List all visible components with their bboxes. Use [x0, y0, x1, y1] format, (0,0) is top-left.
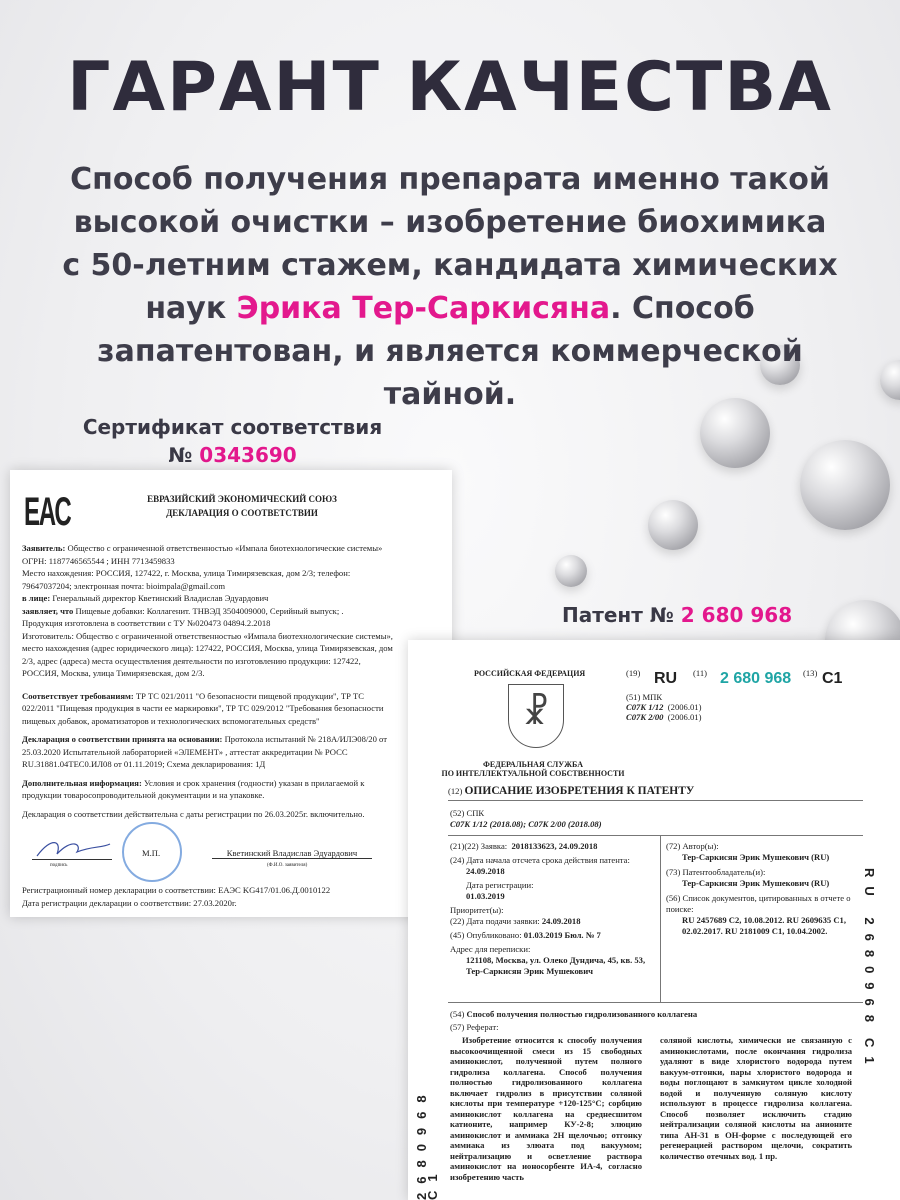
molecule-sphere [648, 500, 698, 550]
side-number-left: 2680968 C1 [414, 1086, 440, 1200]
coat-of-arms-icon: ☧ [508, 684, 564, 748]
eac-logo: ЕАС [24, 490, 71, 534]
molecule-sphere [800, 440, 890, 530]
molecule-sphere [555, 555, 587, 587]
inventor-name: Эрика Тер-Саркисяна [236, 291, 611, 326]
certificate-number: 0343690 [199, 443, 297, 467]
intro-text: Способ получения препарата именно такой высокой очистки – изобретение биохимика с 50-летним стажем, кандидата химических наук Эрика Тер-Саркисяна. Способ запатентован, и является коммерческой тайной. [62, 162, 838, 412]
patent-label: Патент № 2 680 968 [562, 603, 793, 627]
patent-number: 2 680 968 [720, 670, 792, 687]
declaration-document: ЕАС ЕВРАЗИЙСКИЙ ЭКОНОМИЧЕСКИЙ СОЮЗ ДЕКЛАРАЦИЯ О СООТВЕТСТВИИ Заявитель: Общество с ограниченной ответственностью «Импала биотехнологические системы» ОГРН: 1187746565544 ; ИНН 7713459833 Место нахождения: РОССИЯ, 127422, г. Москва, улица Тимирязевская, дом 2/3; телефон: 79647037204; электронная почта: bioimpala@gmail.com в лице: Генеральный директор Кветинский Владислав Эдуардович заявляет, что Пищевые добавки: Коллагенит. ТНВЭД 3504009000, Серийный выпуск; . Продукция изготовлена в соответствии с ТУ №020473 04894.2.2018 Изготовитель: Общество с ограниченной ответственностью «Импала биотехнологические системы», место нахождения (адрес юридического лица): 127422, РОССИЯ, Москва, улица Тимирязевская, дом 2/3, адрес (адреса) места осуществления деятельности по изготовлению продукции: 127422, РОССИЯ, Москва, улица Тимирязевская, дом 2/3. Соответствует требованиям: ТР ТС 021/2011 "О безопасности пищевой продукции", ТР ТС 022/2011 "Пищевая продукция в части ее маркировки", ТР ТС 029/2012 "Требования безопасности пищевых добавок, ароматизаторов и технологических вспомогательных средств" Декларация о соответствии принята на основании: Протокола испытаний № 218А/ИЛЭ08/20 от 25.03.2020 Испытательной лабораторией «ЭЛЕМЕНТ» , аттестат аккредитации № РОСС RU.31881.04ТЕС0.ИЛ08 от 01.11.2019; Схема декларирования: 1Д Дополнительная информация: Условия и срок хранения (годности) указан в прилагаемой к продукции товаросопроводительной документации и на упаковке. Декларация о соответствии действительна с даты регистрации по 26.03.2025г. включительно. подпись М.П. Кветинский Владислав Эдуардович (Ф.И.О. заявителя) Регистрационный номер декларации о соответствии: ЕАЭС KG417/01.06.Д.0010122 Дата регистрации декларации о соответствии: 27.03.2020г. [10, 470, 452, 917]
certificate-label: Сертификат соответствия № 0343690 [82, 415, 383, 467]
page-title: ГАРАНТ КАЧЕСТВА [67, 48, 833, 127]
side-kind-right: C1 [862, 1038, 877, 1073]
signature-row: подпись М.П. Кветинский Владислав Эдуардович (Ф.И.О. заявителя) [22, 828, 440, 878]
side-number-right: RU 2680968 [862, 868, 877, 1031]
patent-document: РОССИЙСКАЯ ФЕДЕРАЦИЯ ☧ ФЕДЕРАЛЬНАЯ СЛУЖБА ПО ИНТЕЛЛЕКТУАЛЬНОЙ СОБСТВЕННОСТИ (19) RU (11) 2 680 968 (13) C1 (51) МПК C07K 1/12 (2006.01) C07K 2/00 (2006.01) (12) ОПИСАНИЕ ИЗОБРЕТЕНИЯ К ПАТЕНТУ (52) СПК C07K 1/12 (2018.08); C07K 2/00 (2018.08) (21)(22) Заявка: 2018133623, 24.09.2018 (24) Дата начала отсчета срока действия патента: 24.09.2018 Дата регистрации: 01.03.2019 Приоритет(ы): (22) Дата подачи заявки: 24.09.2018 (45) Опубликовано: 01.03.2019 Бюл. № 7 Адрес для переписки: 121108, Москва, ул. Олеко Дундича, 45, кв. 53, Тер-Саркисян Эрик Мушекович (72) Автор(ы): Тер-Саркисян Эрик Мушекович (RU) (73) Патентообладатель(и): Тер-Саркисян Эрик Мушекович (RU) (56) Список документов, цитированных в отчете о поиске: RU 2457689 C2, 10.08.2012. RU 2609635 C1, 02.02.2017. RU 2181009 C1, 10.04.2002. (54) Способ получения полностью гидролизованного коллагена (57) Реферат: Изобретение относится к способу получения высокоочищенной смеси из 15 свободных аминокислот, полученной путем полного гидролиза коллагена. Способ получения полностью гидролизованного коллагена включает гидролиз в присутствии соляной кислоты при температуре +120-125°C; сорбцию аминокислот коллагена на среднесшитом катионите, например КУ-2-8; элюцию аминокислот и аммиака 2Н щелочью; отгонку аммиака из элюата под вакуумом; нейтрализацию и осветление раствора аминокислот на ионосорбенте ИА-4, согласно изобретению часть соляной кислоты, химически не связанную с аминокислотами, после окончания гидролиза удаляют в виде хлористого водорода путем вакуум-отгонки, пары хлористого водорода и воды поглощают в замкнутом цикле холодной водой и полученную соляную кислоту используют в процессе гидролиза коллагена. Способ позволяет исключить стадию нейтрализации соляной кислоты на анионите типа АН-31 в ОН-форме с последующей его регенерацией раствором щелочи, сократить количество отечных вод. 1 пр. RU 2680968 C1 2680968 C1 [408, 640, 900, 1200]
signature [32, 836, 112, 860]
molecule-sphere [880, 360, 900, 400]
